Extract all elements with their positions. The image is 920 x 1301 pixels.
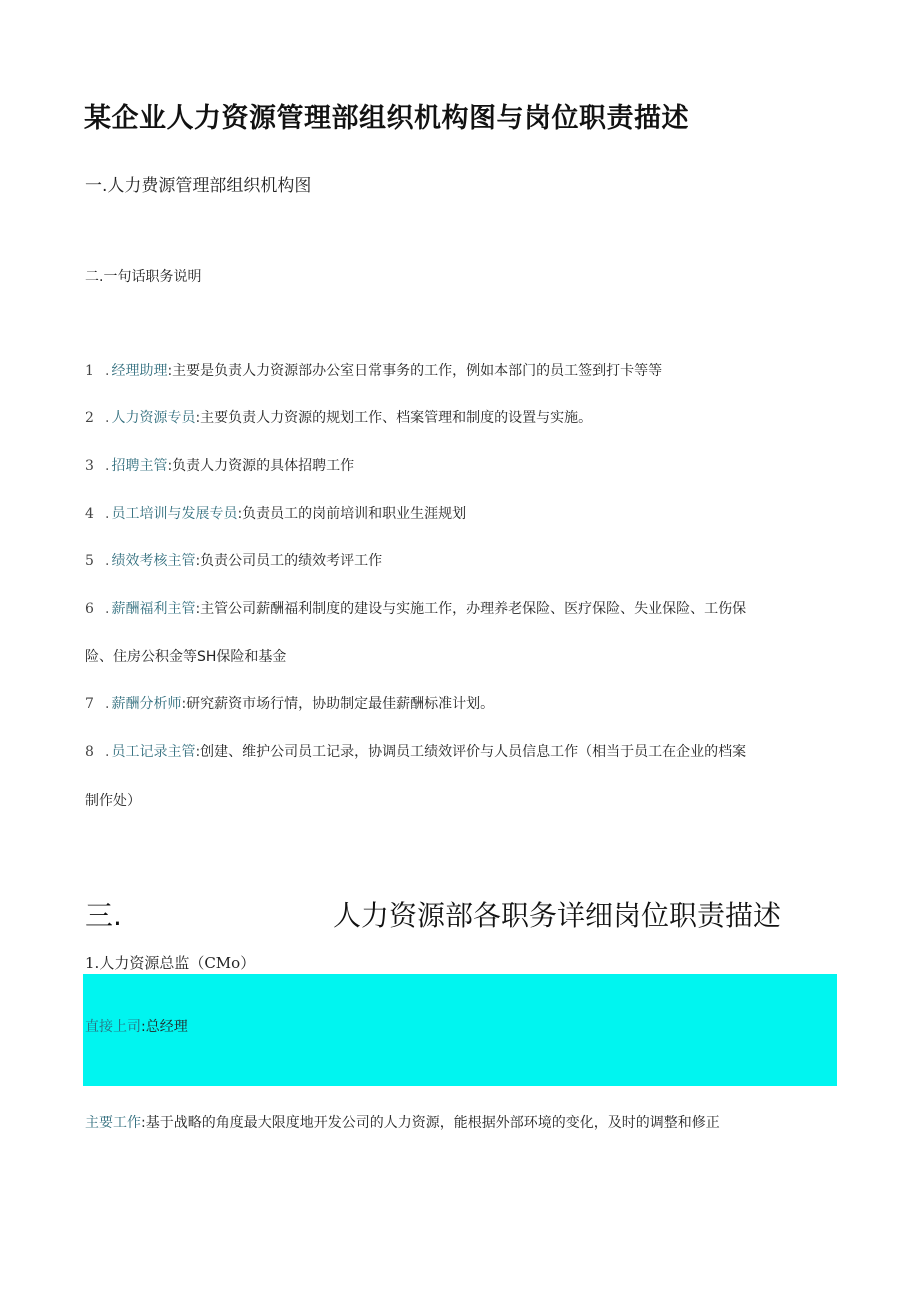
main-work-colon: : — [141, 1115, 146, 1131]
item-colon: : — [195, 744, 201, 760]
subsection-number: 1. — [85, 954, 100, 972]
item-role: 经理助理 — [111, 363, 168, 379]
item-separator: . — [105, 363, 110, 379]
item-number: 2 — [85, 410, 94, 426]
list-item — [85, 598, 746, 618]
list-item — [85, 741, 746, 761]
item-number: 6 — [85, 601, 94, 617]
item-role: 人力资源专员 — [111, 410, 196, 426]
item-colon: : — [237, 506, 243, 522]
item-colon: : — [167, 363, 173, 379]
item-description: 负责员工的岗前培训和职业生涯规划 — [242, 506, 467, 522]
main-work-label: 主要工作 — [85, 1115, 141, 1131]
item-separator: . — [105, 410, 110, 426]
item-number: 3 — [85, 458, 94, 474]
item-continuation: 险、住房公积金等SH保险和基金 — [85, 649, 287, 665]
item-number: 5 — [85, 553, 94, 569]
direct-supervisor — [85, 1016, 188, 1036]
subsection-abbrev: （CMo） — [189, 954, 256, 972]
item-description: 主要负责人力资源的规划工作、档案管理和制度的设置与实施。 — [200, 410, 593, 426]
section-1-heading: 一.人力费源管理部组织机构图 — [85, 176, 312, 196]
item-role: 员工培训与发展专员 — [111, 506, 238, 522]
list-item — [85, 455, 354, 475]
section-3-number: 三. — [85, 899, 122, 932]
item-description: 创建、维护公司员工记录，协调员工绩效评价与人员信息工作（相当于员工在企业的档案 — [200, 744, 747, 760]
item-colon: : — [195, 601, 201, 617]
item-separator: . — [105, 601, 110, 617]
list-item — [85, 503, 466, 523]
list-item — [85, 360, 662, 380]
item-separator: . — [105, 744, 110, 760]
list-item — [85, 550, 382, 570]
item-number: 1 — [85, 363, 94, 379]
item-description: 负责公司员工的绩效考评工作 — [200, 553, 383, 569]
supervisor-colon: : — [141, 1019, 146, 1035]
section-2-heading: 二.一句话职务说明 — [85, 269, 202, 285]
item-role: 薪酬福利主管 — [111, 601, 196, 617]
main-work — [85, 1112, 720, 1132]
item-colon: : — [181, 696, 187, 712]
item-separator: . — [105, 458, 110, 474]
item-role: 员工记录主管 — [111, 744, 196, 760]
item-role: 招聘主管 — [111, 458, 168, 474]
list-item — [85, 693, 494, 713]
item-number: 8 — [85, 744, 94, 760]
item-colon: : — [195, 410, 201, 426]
list-item — [85, 407, 592, 427]
supervisor-value: 总经理 — [145, 1019, 188, 1035]
item-continuation: 制作处） — [85, 793, 141, 809]
document-title: 某企业人力资源管理部组织机构图与岗位职责描述 — [84, 103, 689, 134]
item-separator: . — [105, 506, 110, 522]
item-description: 主要是负责人力资源部办公室日常事务的工作，例如本部门的员工签到打卡等等 — [172, 363, 663, 379]
highlight-box — [83, 974, 837, 1086]
item-number: 7 — [85, 696, 94, 712]
item-role: 薪酬分析师 — [111, 696, 182, 712]
item-separator: . — [105, 553, 110, 569]
subsection-title: 人力资源总监 — [99, 954, 190, 972]
supervisor-label: 直接上司 — [85, 1019, 141, 1035]
item-separator: . — [105, 696, 110, 712]
item-colon: : — [195, 553, 201, 569]
main-work-value: 基于战略的角度最大限度地开发公司的人力资源，能根据外部环境的变化，及时的调整和修正 — [145, 1115, 720, 1131]
item-role: 绩效考核主管 — [111, 553, 196, 569]
section-3-heading: 人力资源部各职务详细岗位职责描述 — [333, 899, 782, 932]
item-colon: : — [167, 458, 173, 474]
item-number: 4 — [85, 506, 94, 522]
subsection-heading — [85, 952, 255, 973]
item-description: 负责人力资源的具体招聘工作 — [172, 458, 355, 474]
item-description: 主管公司薪酬福利制度的建设与实施工作，办理养老保险、医疗保险、失业保险、工伤保 — [200, 601, 747, 617]
item-description: 研究薪资市场行情，协助制定最佳薪酬标准计划。 — [186, 696, 495, 712]
